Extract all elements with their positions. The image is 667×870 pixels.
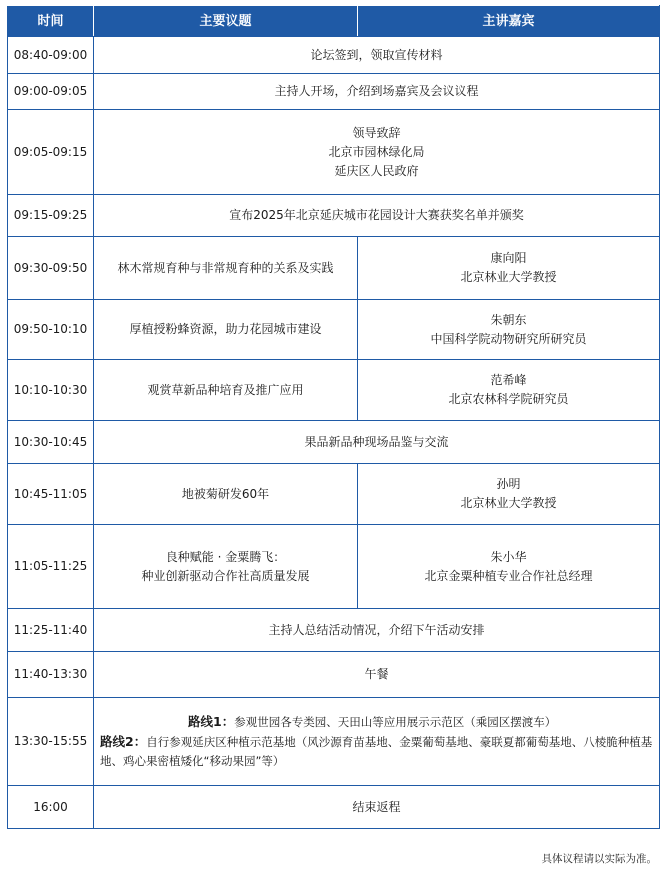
route-2-text: 自行参观延庆区种植示范基地（风沙源育苗基地、金粟葡萄基地、豪联夏都葡萄基地、八棱脆种植基地、鸡心果密植矮化“移动果园”等） xyxy=(100,735,653,768)
time-cell: 11:40-13:30 xyxy=(8,652,94,698)
time-cell: 09:15-09:25 xyxy=(8,195,94,237)
speaker-title: 北京农林科学院研究员 xyxy=(448,392,569,406)
table-row xyxy=(8,464,660,525)
speaker-title: 北京林业大学教授 xyxy=(460,496,557,510)
route-1-text: 参观世园各专类园、天田山等应用展示示范区（乘园区摆渡车） xyxy=(234,715,557,729)
footnote: 具体议程请以实际为准。 xyxy=(541,853,657,865)
table-row xyxy=(8,609,660,652)
agenda-table xyxy=(7,5,660,829)
header-row xyxy=(8,6,660,37)
content-cell: 果品新品种现场品鉴与交流 xyxy=(94,421,660,464)
topic-cell: 地被菊研发60年 xyxy=(94,464,358,525)
table-row xyxy=(8,786,660,829)
table-row xyxy=(8,110,660,195)
time-cell: 09:00-09:05 xyxy=(8,74,94,110)
table-row xyxy=(8,237,660,300)
header-topic: 主要议题 xyxy=(94,6,358,37)
time-cell: 13:30-15:55 xyxy=(8,698,94,786)
speaker-title: 中国科学院动物研究所研究员 xyxy=(430,331,587,346)
content-line: 领导致辞 xyxy=(352,125,401,140)
speaker-cell xyxy=(358,464,660,525)
table-row xyxy=(8,74,660,110)
content-line: 延庆区人民政府 xyxy=(334,163,419,178)
speaker-cell xyxy=(358,237,660,300)
table-row xyxy=(8,300,660,360)
time-cell: 16:00 xyxy=(8,786,94,829)
content-cell: 宣布2025年北京延庆城市花园设计大赛获奖名单并颁奖 xyxy=(94,195,660,237)
speaker-cell xyxy=(358,525,660,609)
time-cell: 11:05-11:25 xyxy=(8,525,94,609)
speaker-name: 范希峰 xyxy=(490,373,527,387)
time-cell: 11:25-11:40 xyxy=(8,609,94,652)
table-row xyxy=(8,421,660,464)
table-row xyxy=(8,195,660,237)
time-cell: 09:50-10:10 xyxy=(8,300,94,360)
time-cell: 10:30-10:45 xyxy=(8,421,94,464)
speaker-name: 朱小华 xyxy=(490,549,527,564)
routes-cell xyxy=(94,698,660,786)
topic-cell: 观赏草新品种培育及推广应用 xyxy=(94,360,358,421)
route-1-label: 路线1： xyxy=(188,714,235,729)
topic-cell xyxy=(94,525,358,609)
speaker-name: 朱朝东 xyxy=(490,312,527,327)
speaker-name: 康向阳 xyxy=(490,251,527,265)
content-cell: 主持人总结活动情况，介绍下午活动安排 xyxy=(94,609,660,652)
time-cell: 10:45-11:05 xyxy=(8,464,94,525)
route-2-label: 路线2： xyxy=(100,734,147,749)
content-cell: 结束返程 xyxy=(94,786,660,829)
time-cell: 09:30-09:50 xyxy=(8,237,94,300)
topic-cell: 厚植授粉蜂资源，助力花园城市建设 xyxy=(94,300,358,360)
content-cell: 主持人开场，介绍到场嘉宾及会议议程 xyxy=(94,74,660,110)
table-row xyxy=(8,37,660,74)
time-cell: 09:05-09:15 xyxy=(8,110,94,195)
route-2 xyxy=(100,732,653,771)
table-row xyxy=(8,652,660,698)
table-row xyxy=(8,698,660,786)
content-cell xyxy=(94,110,660,195)
speaker-title: 北京林业大学教授 xyxy=(460,270,557,284)
topic-cell: 林木常规育种与非常规育种的关系及实践 xyxy=(94,237,358,300)
topic-line: 良种赋能 · 金粟腾飞： xyxy=(165,549,286,564)
speaker-title: 北京金粟种植专业合作社总经理 xyxy=(424,568,593,583)
speaker-cell xyxy=(358,360,660,421)
time-cell: 08:40-09:00 xyxy=(8,37,94,74)
speaker-name: 孙明 xyxy=(496,477,521,491)
header-speaker: 主讲嘉宾 xyxy=(358,6,660,37)
table-row xyxy=(8,525,660,609)
content-cell: 午餐 xyxy=(94,652,660,698)
time-cell: 10:10-10:30 xyxy=(8,360,94,421)
speaker-cell xyxy=(358,300,660,360)
header-time: 时间 xyxy=(8,6,94,37)
route-1 xyxy=(100,712,653,732)
topic-line: 种业创新驱动合作社高质量发展 xyxy=(141,568,310,583)
table-row xyxy=(8,360,660,421)
content-line: 北京市园林绿化局 xyxy=(328,144,425,159)
content-cell: 论坛签到，领取宣传材料 xyxy=(94,37,660,74)
